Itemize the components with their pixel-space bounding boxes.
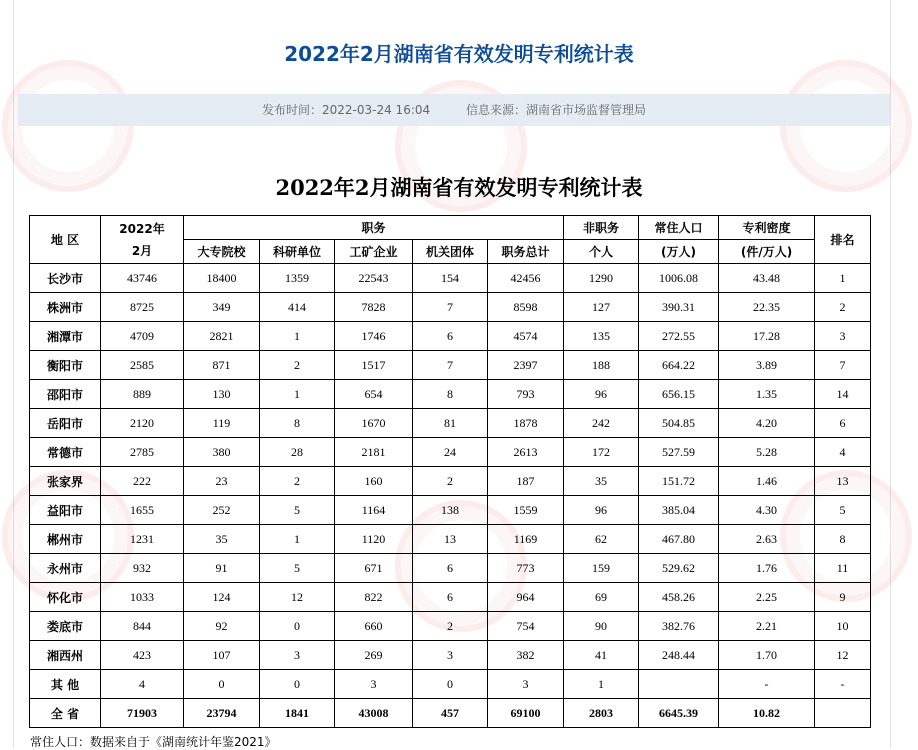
cell-college: 252: [184, 496, 260, 525]
cell-job-total: 1559: [488, 496, 564, 525]
cell-enterprise: 3: [335, 670, 413, 699]
cell-population: 527.59: [639, 438, 719, 467]
cell-college: 380: [184, 438, 260, 467]
cell-region: 湘潭市: [30, 322, 101, 351]
cell-individual: 69: [564, 583, 639, 612]
cell-total-2022-02: 2585: [101, 351, 184, 380]
cell-rank: 8: [815, 525, 871, 554]
cell-total-2022-02: 844: [101, 612, 184, 641]
cell-population: 248.44: [639, 641, 719, 670]
cell-individual: 96: [564, 496, 639, 525]
cell-agency: 6: [413, 583, 488, 612]
cell-agency: 8: [413, 380, 488, 409]
cell-enterprise: 43008: [335, 699, 413, 728]
cell-density: 2.25: [719, 583, 815, 612]
cell-population: 6645.39: [639, 699, 719, 728]
cell-density: 22.35: [719, 293, 815, 322]
cell-region: 怀化市: [30, 583, 101, 612]
header-non-job: 非职务: [564, 216, 639, 240]
cell-total-2022-02: 71903: [101, 699, 184, 728]
table-row: [30, 264, 871, 293]
cell-college: 124: [184, 583, 260, 612]
cell-rank: 10: [815, 612, 871, 641]
cell-college: 92: [184, 612, 260, 641]
cell-agency: 138: [413, 496, 488, 525]
cell-rank: [815, 699, 871, 728]
cell-population: 390.31: [639, 293, 719, 322]
cell-college: 23794: [184, 699, 260, 728]
header-total-year: [101, 216, 184, 264]
cell-job-total: 1878: [488, 409, 564, 438]
cell-total-2022-02: 43746: [101, 264, 184, 293]
cell-research-unit: 2: [260, 351, 335, 380]
header-density-unit: (件/万人): [719, 240, 815, 264]
cell-population: 385.04: [639, 496, 719, 525]
cell-job-total: 1169: [488, 525, 564, 554]
cell-rank: 14: [815, 380, 871, 409]
cell-rank: 7: [815, 351, 871, 380]
cell-individual: 62: [564, 525, 639, 554]
cell-research-unit: 28: [260, 438, 335, 467]
cell-research-unit: 2: [260, 467, 335, 496]
page-title: 2022年2月湖南省有效发明专利统计表: [284, 42, 634, 66]
cell-college: 91: [184, 554, 260, 583]
cell-total-2022-02: 932: [101, 554, 184, 583]
cell-region: 湘西州: [30, 641, 101, 670]
cell-individual: 135: [564, 322, 639, 351]
cell-total-2022-02: 1231: [101, 525, 184, 554]
cell-research-unit: 12: [260, 583, 335, 612]
cell-research-unit: 5: [260, 554, 335, 583]
cell-agency: 7: [413, 351, 488, 380]
total-row: [30, 699, 871, 728]
cell-population: 272.55: [639, 322, 719, 351]
cell-density: 1.35: [719, 380, 815, 409]
header-region: 地 区: [30, 216, 101, 264]
cell-individual: 242: [564, 409, 639, 438]
cell-agency: 2: [413, 467, 488, 496]
cell-agency: 2: [413, 612, 488, 641]
table-row: [30, 467, 871, 496]
cell-individual: 188: [564, 351, 639, 380]
cell-research-unit: 1: [260, 322, 335, 351]
header-year-line2: 2月: [131, 243, 153, 258]
cell-rank: 2: [815, 293, 871, 322]
cell-region: 娄底市: [30, 612, 101, 641]
cell-region: 岳阳市: [30, 409, 101, 438]
cell-college: 119: [184, 409, 260, 438]
cell-individual: 2803: [564, 699, 639, 728]
cell-density: 5.28: [719, 438, 815, 467]
cell-enterprise: 1517: [335, 351, 413, 380]
cell-job-total: 754: [488, 612, 564, 641]
header-year-line1: 2022年: [119, 221, 165, 236]
cell-job-total: 964: [488, 583, 564, 612]
cell-total-2022-02: 1655: [101, 496, 184, 525]
cell-density: 43.48: [719, 264, 815, 293]
cell-agency: 6: [413, 554, 488, 583]
cell-population: 1006.08: [639, 264, 719, 293]
cell-rank: -: [815, 670, 871, 699]
cell-rank: 12: [815, 641, 871, 670]
cell-research-unit: 1: [260, 525, 335, 554]
cell-rank: 5: [815, 496, 871, 525]
cell-rank: 1: [815, 264, 871, 293]
cell-individual: 41: [564, 641, 639, 670]
cell-enterprise: 822: [335, 583, 413, 612]
cell-total-2022-02: 8725: [101, 293, 184, 322]
cell-college: 35: [184, 525, 260, 554]
header-enterprise: 工矿企业: [335, 240, 413, 264]
cell-research-unit: 1359: [260, 264, 335, 293]
cell-enterprise: 22543: [335, 264, 413, 293]
cell-agency: 13: [413, 525, 488, 554]
table-row: [30, 409, 871, 438]
table-body: [30, 264, 871, 728]
cell-rank: 4: [815, 438, 871, 467]
header-rank: 排名: [815, 216, 871, 264]
cell-individual: 172: [564, 438, 639, 467]
cell-density: 17.28: [719, 322, 815, 351]
cell-population: 656.15: [639, 380, 719, 409]
cell-job-total: 69100: [488, 699, 564, 728]
table-row: [30, 438, 871, 467]
cell-college: 107: [184, 641, 260, 670]
cell-region: 常德市: [30, 438, 101, 467]
cell-total-2022-02: 1033: [101, 583, 184, 612]
cell-rank: 13: [815, 467, 871, 496]
cell-enterprise: 160: [335, 467, 413, 496]
cell-density: 1.46: [719, 467, 815, 496]
cell-density: 4.30: [719, 496, 815, 525]
cell-job-total: 187: [488, 467, 564, 496]
cell-enterprise: 671: [335, 554, 413, 583]
cell-density: 1.76: [719, 554, 815, 583]
header-job-group: 职务: [184, 216, 564, 240]
cell-college: 871: [184, 351, 260, 380]
cell-job-total: 42456: [488, 264, 564, 293]
cell-population: 382.76: [639, 612, 719, 641]
cell-enterprise: 1746: [335, 322, 413, 351]
cell-rank: 11: [815, 554, 871, 583]
table-row: [30, 670, 871, 699]
cell-population: 467.80: [639, 525, 719, 554]
header-density: 专利密度: [719, 216, 815, 240]
cell-density: -: [719, 670, 815, 699]
cell-research-unit: 3: [260, 641, 335, 670]
info-source: 信息来源：湖南省市场监督管理局: [465, 103, 646, 117]
cell-individual: 96: [564, 380, 639, 409]
cell-region: 其 他: [30, 670, 101, 699]
cell-job-total: 773: [488, 554, 564, 583]
table-row: [30, 322, 871, 351]
cell-individual: 35: [564, 467, 639, 496]
cell-total-2022-02: 4709: [101, 322, 184, 351]
cell-region: 邵阳市: [30, 380, 101, 409]
cell-job-total: 382: [488, 641, 564, 670]
cell-individual: 127: [564, 293, 639, 322]
cell-region: 衡阳市: [30, 351, 101, 380]
table-title: 2022年2月湖南省有效发明专利统计表: [275, 175, 643, 200]
table-row: [30, 496, 871, 525]
table-row: [30, 612, 871, 641]
cell-population: [639, 670, 719, 699]
header-job-total: 职务总计: [488, 240, 564, 264]
cell-research-unit: 414: [260, 293, 335, 322]
publish-time: 发布时间：2022-03-24 16:04: [262, 103, 431, 117]
table-row: [30, 293, 871, 322]
cell-college: 18400: [184, 264, 260, 293]
cell-agency: 7: [413, 293, 488, 322]
cell-density: 4.20: [719, 409, 815, 438]
cell-total-2022-02: 2785: [101, 438, 184, 467]
cell-job-total: 793: [488, 380, 564, 409]
cell-research-unit: 0: [260, 612, 335, 641]
header-individual: 个人: [564, 240, 639, 264]
cell-job-total: 2613: [488, 438, 564, 467]
cell-enterprise: 1164: [335, 496, 413, 525]
cell-population: 664.22: [639, 351, 719, 380]
cell-total-2022-02: 423: [101, 641, 184, 670]
cell-enterprise: 660: [335, 612, 413, 641]
cell-research-unit: 1841: [260, 699, 335, 728]
header-population-unit: (万人): [639, 240, 719, 264]
cell-density: 2.63: [719, 525, 815, 554]
cell-job-total: 2397: [488, 351, 564, 380]
cell-college: 130: [184, 380, 260, 409]
cell-total-2022-02: 889: [101, 380, 184, 409]
cell-individual: 159: [564, 554, 639, 583]
cell-research-unit: 1: [260, 380, 335, 409]
cell-college: 349: [184, 293, 260, 322]
table-row: [30, 351, 871, 380]
cell-college: 2821: [184, 322, 260, 351]
cell-enterprise: 654: [335, 380, 413, 409]
cell-density: 3.89: [719, 351, 815, 380]
cell-individual: 90: [564, 612, 639, 641]
footnote: 常住人口：数据来自于《湖南统计年鉴2021》: [30, 735, 277, 749]
table-row: [30, 380, 871, 409]
cell-region: 益阳市: [30, 496, 101, 525]
cell-individual: 1290: [564, 264, 639, 293]
cell-enterprise: 1120: [335, 525, 413, 554]
cell-rank: 9: [815, 583, 871, 612]
header-research: 科研单位: [260, 240, 335, 264]
cell-job-total: 8598: [488, 293, 564, 322]
cell-job-total: 3: [488, 670, 564, 699]
cell-region: 永州市: [30, 554, 101, 583]
cell-total-2022-02: 2120: [101, 409, 184, 438]
cell-population: 504.85: [639, 409, 719, 438]
header-college: 大专院校: [184, 240, 260, 264]
cell-research-unit: 5: [260, 496, 335, 525]
cell-agency: 154: [413, 264, 488, 293]
patent-stats-table: [29, 215, 871, 728]
cell-region: 张家界: [30, 467, 101, 496]
cell-research-unit: 0: [260, 670, 335, 699]
cell-population: 529.62: [639, 554, 719, 583]
table-row: [30, 554, 871, 583]
cell-agency: 0: [413, 670, 488, 699]
header-agency: 机关团体: [413, 240, 488, 264]
cell-density: 2.21: [719, 612, 815, 641]
cell-individual: 1: [564, 670, 639, 699]
cell-research-unit: 8: [260, 409, 335, 438]
cell-region: 株洲市: [30, 293, 101, 322]
cell-agency: 81: [413, 409, 488, 438]
cell-density: 1.70: [719, 641, 815, 670]
cell-region: 郴州市: [30, 525, 101, 554]
cell-college: 0: [184, 670, 260, 699]
table-row: [30, 583, 871, 612]
cell-region: 全 省: [30, 699, 101, 728]
meta-bar: [18, 94, 890, 126]
cell-total-2022-02: 4: [101, 670, 184, 699]
cell-enterprise: 269: [335, 641, 413, 670]
cell-college: 23: [184, 467, 260, 496]
cell-job-total: 4574: [488, 322, 564, 351]
cell-density: 10.82: [719, 699, 815, 728]
cell-enterprise: 1670: [335, 409, 413, 438]
cell-enterprise: 7828: [335, 293, 413, 322]
cell-rank: 3: [815, 322, 871, 351]
cell-population: 458.26: [639, 583, 719, 612]
cell-region: 长沙市: [30, 264, 101, 293]
cell-agency: 24: [413, 438, 488, 467]
cell-agency: 457: [413, 699, 488, 728]
cell-agency: 3: [413, 641, 488, 670]
cell-total-2022-02: 222: [101, 467, 184, 496]
header-population: 常住人口: [639, 216, 719, 240]
table-row: [30, 525, 871, 554]
cell-agency: 6: [413, 322, 488, 351]
cell-population: 151.72: [639, 467, 719, 496]
table-row: [30, 641, 871, 670]
cell-enterprise: 2181: [335, 438, 413, 467]
cell-rank: 6: [815, 409, 871, 438]
